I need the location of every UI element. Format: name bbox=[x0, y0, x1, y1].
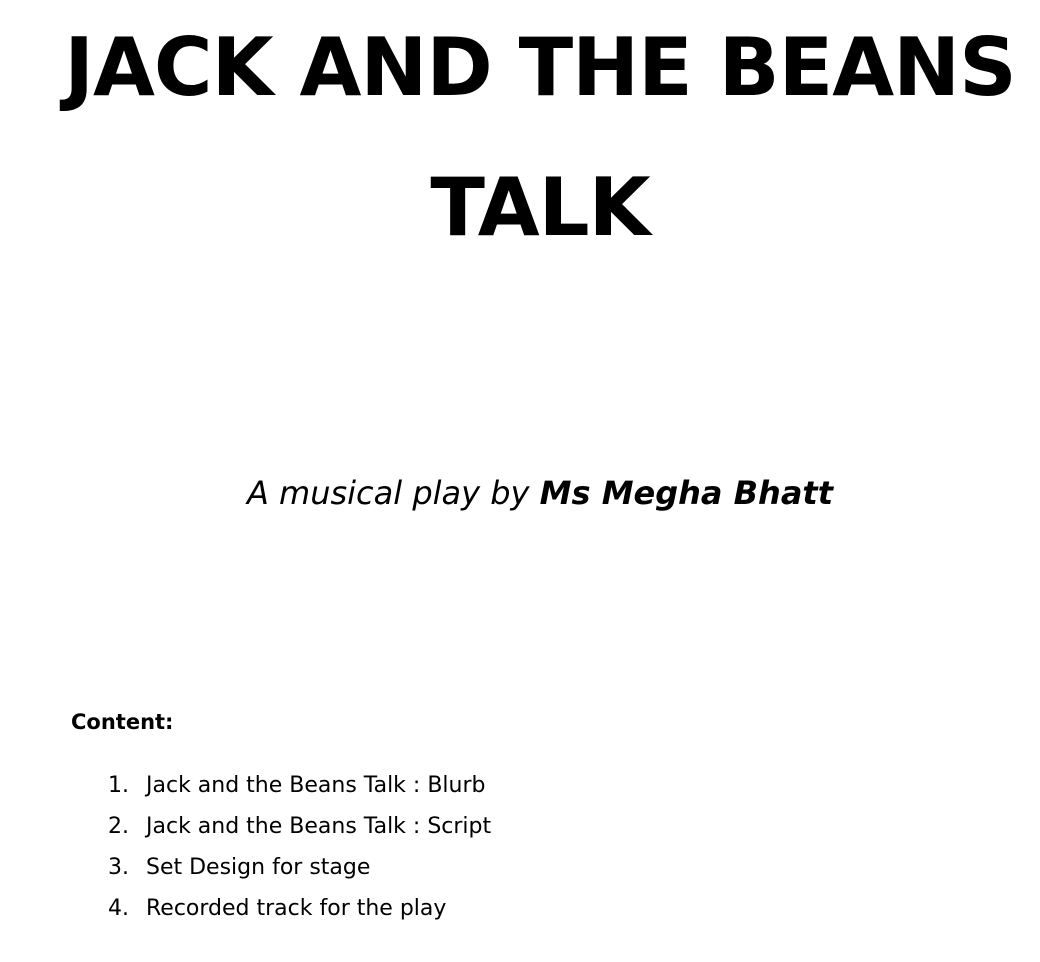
title-line-2: TALK bbox=[430, 161, 650, 254]
contents-list bbox=[108, 767, 491, 931]
author-name: Ms Megha Bhatt bbox=[539, 474, 834, 512]
subtitle-prefix: A musical play by bbox=[246, 474, 540, 512]
list-item-number: 4. bbox=[108, 896, 129, 921]
list-item bbox=[108, 849, 491, 890]
list-item-text: Jack and the Beans Talk : Script bbox=[146, 814, 492, 839]
list-item-number: 3. bbox=[108, 855, 129, 880]
title-line-1: JACK AND THE BEANS bbox=[64, 21, 1016, 114]
subtitle bbox=[0, 474, 1040, 512]
list-item bbox=[108, 808, 491, 849]
list-item bbox=[108, 767, 491, 808]
list-item-text: Recorded track for the play bbox=[146, 896, 447, 921]
list-item-number: 2. bbox=[108, 814, 129, 839]
list-item-number: 1. bbox=[108, 773, 129, 798]
list-item bbox=[108, 890, 491, 931]
list-item-text: Jack and the Beans Talk : Blurb bbox=[146, 773, 486, 798]
list-item-text: Set Design for stage bbox=[146, 855, 371, 880]
contents-heading: Content: bbox=[71, 710, 174, 734]
